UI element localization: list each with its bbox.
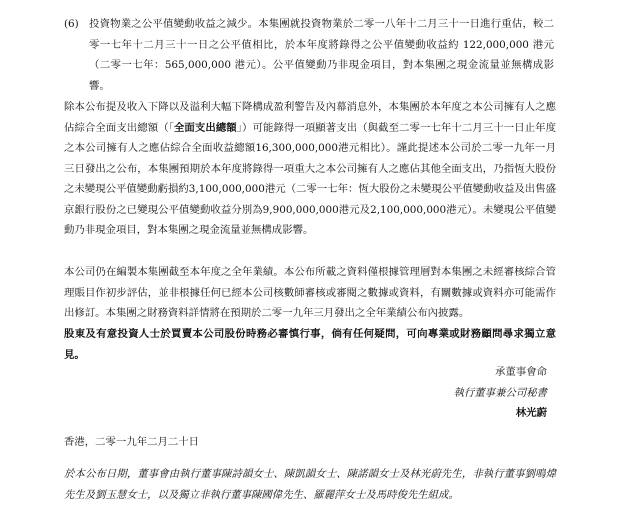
signature-block bbox=[453, 362, 547, 424]
caution-text: 股東及有意投資人士於買賣本公司股份時務必審慎行事，倘有任何疑問，可向專業或財務顧問尋求獨立意見。 bbox=[64, 328, 556, 361]
announcement-date: 香港，二零一九年二月二十日 bbox=[64, 436, 200, 448]
tci-text-part2: 」）可能錄得一項顯著支出（與截至二零一七年十二月三十一日止年度之本公司擁有人之應佔綜合全面收益總額16,300,000,000港元相比）。謹此提述本公司於二零一九年一月三日發出之公布，本集團預期於本年度將錄得一項重大之本公司擁有人之應佔其他全面支出，乃指恆大股份之未變現公平值變動虧損約3,100,000,000港元（二零一七年：恆大股份之未變現公平值變動收益及出售盛京銀行股份之已變現公平值變動收益分別為9,900,000,000港元及2,100,000,000港元）。未變現公平值變動乃非現金項目，對本集團之現金流量並無構成影響。 bbox=[64, 121, 556, 236]
board-composition-text: 於本公布日期，董事會由執行董事陳詩韻女士、陳凱韻女士、陳諾韻女士及林光蔚先生，非執行董事劉鳴煒先生及劉玉慧女士，以及獨立非執行董事陳國偉先生、羅麗萍女士及馬時俊先生組成。 bbox=[64, 468, 556, 501]
item-number: (6) bbox=[64, 18, 79, 30]
results-paragraph bbox=[64, 262, 556, 324]
item-6-fair-value bbox=[64, 14, 554, 96]
board-composition bbox=[64, 464, 556, 505]
results-text: 本公司仍在編製本集團截至本年度之全年業績。本公布所載之資料僅根據管理層對本集團之未經審核綜合管理賬目作初步評估，並非根據任何已經本公司核數師審核或審閱之數據或資料，有關數據或資料亦可能需作出修訂。本集團之財務資料詳情將在預期於二零一九年三月發出之全年業績公布內披露。 bbox=[64, 266, 556, 319]
total-comprehensive-paragraph bbox=[64, 97, 556, 241]
tci-defined-term: 全面支出總額 bbox=[173, 121, 237, 134]
tci-text-part1: 除本公布提及收入下降以及溢利大幅下降構成盈利警告及內幕消息外，本集團於本年度之本公司擁有人之應佔綜合全面支出總額（「 bbox=[64, 101, 556, 134]
signatory-name: 林光蔚 bbox=[515, 407, 547, 419]
item-6-text: 投資物業之公平值變動收益之減少。本集團就投資物業於二零一八年十二月三十一日進行重估，較二零一七年十二月三十一日之公平值相比，於本年度將錄得之公平值變動收益約 122,000,000 港元（二零一七年：565,000,000 港元）。公平值變動乃非現金項目，對本集團之現金流量並無構成影響。 bbox=[89, 18, 554, 92]
total-comprehensive-text bbox=[64, 97, 556, 241]
caution-paragraph bbox=[64, 324, 556, 365]
signatory-title: 執行董事兼公司秘書 bbox=[453, 386, 547, 399]
by-order-line: 承董事會命 bbox=[495, 366, 547, 378]
